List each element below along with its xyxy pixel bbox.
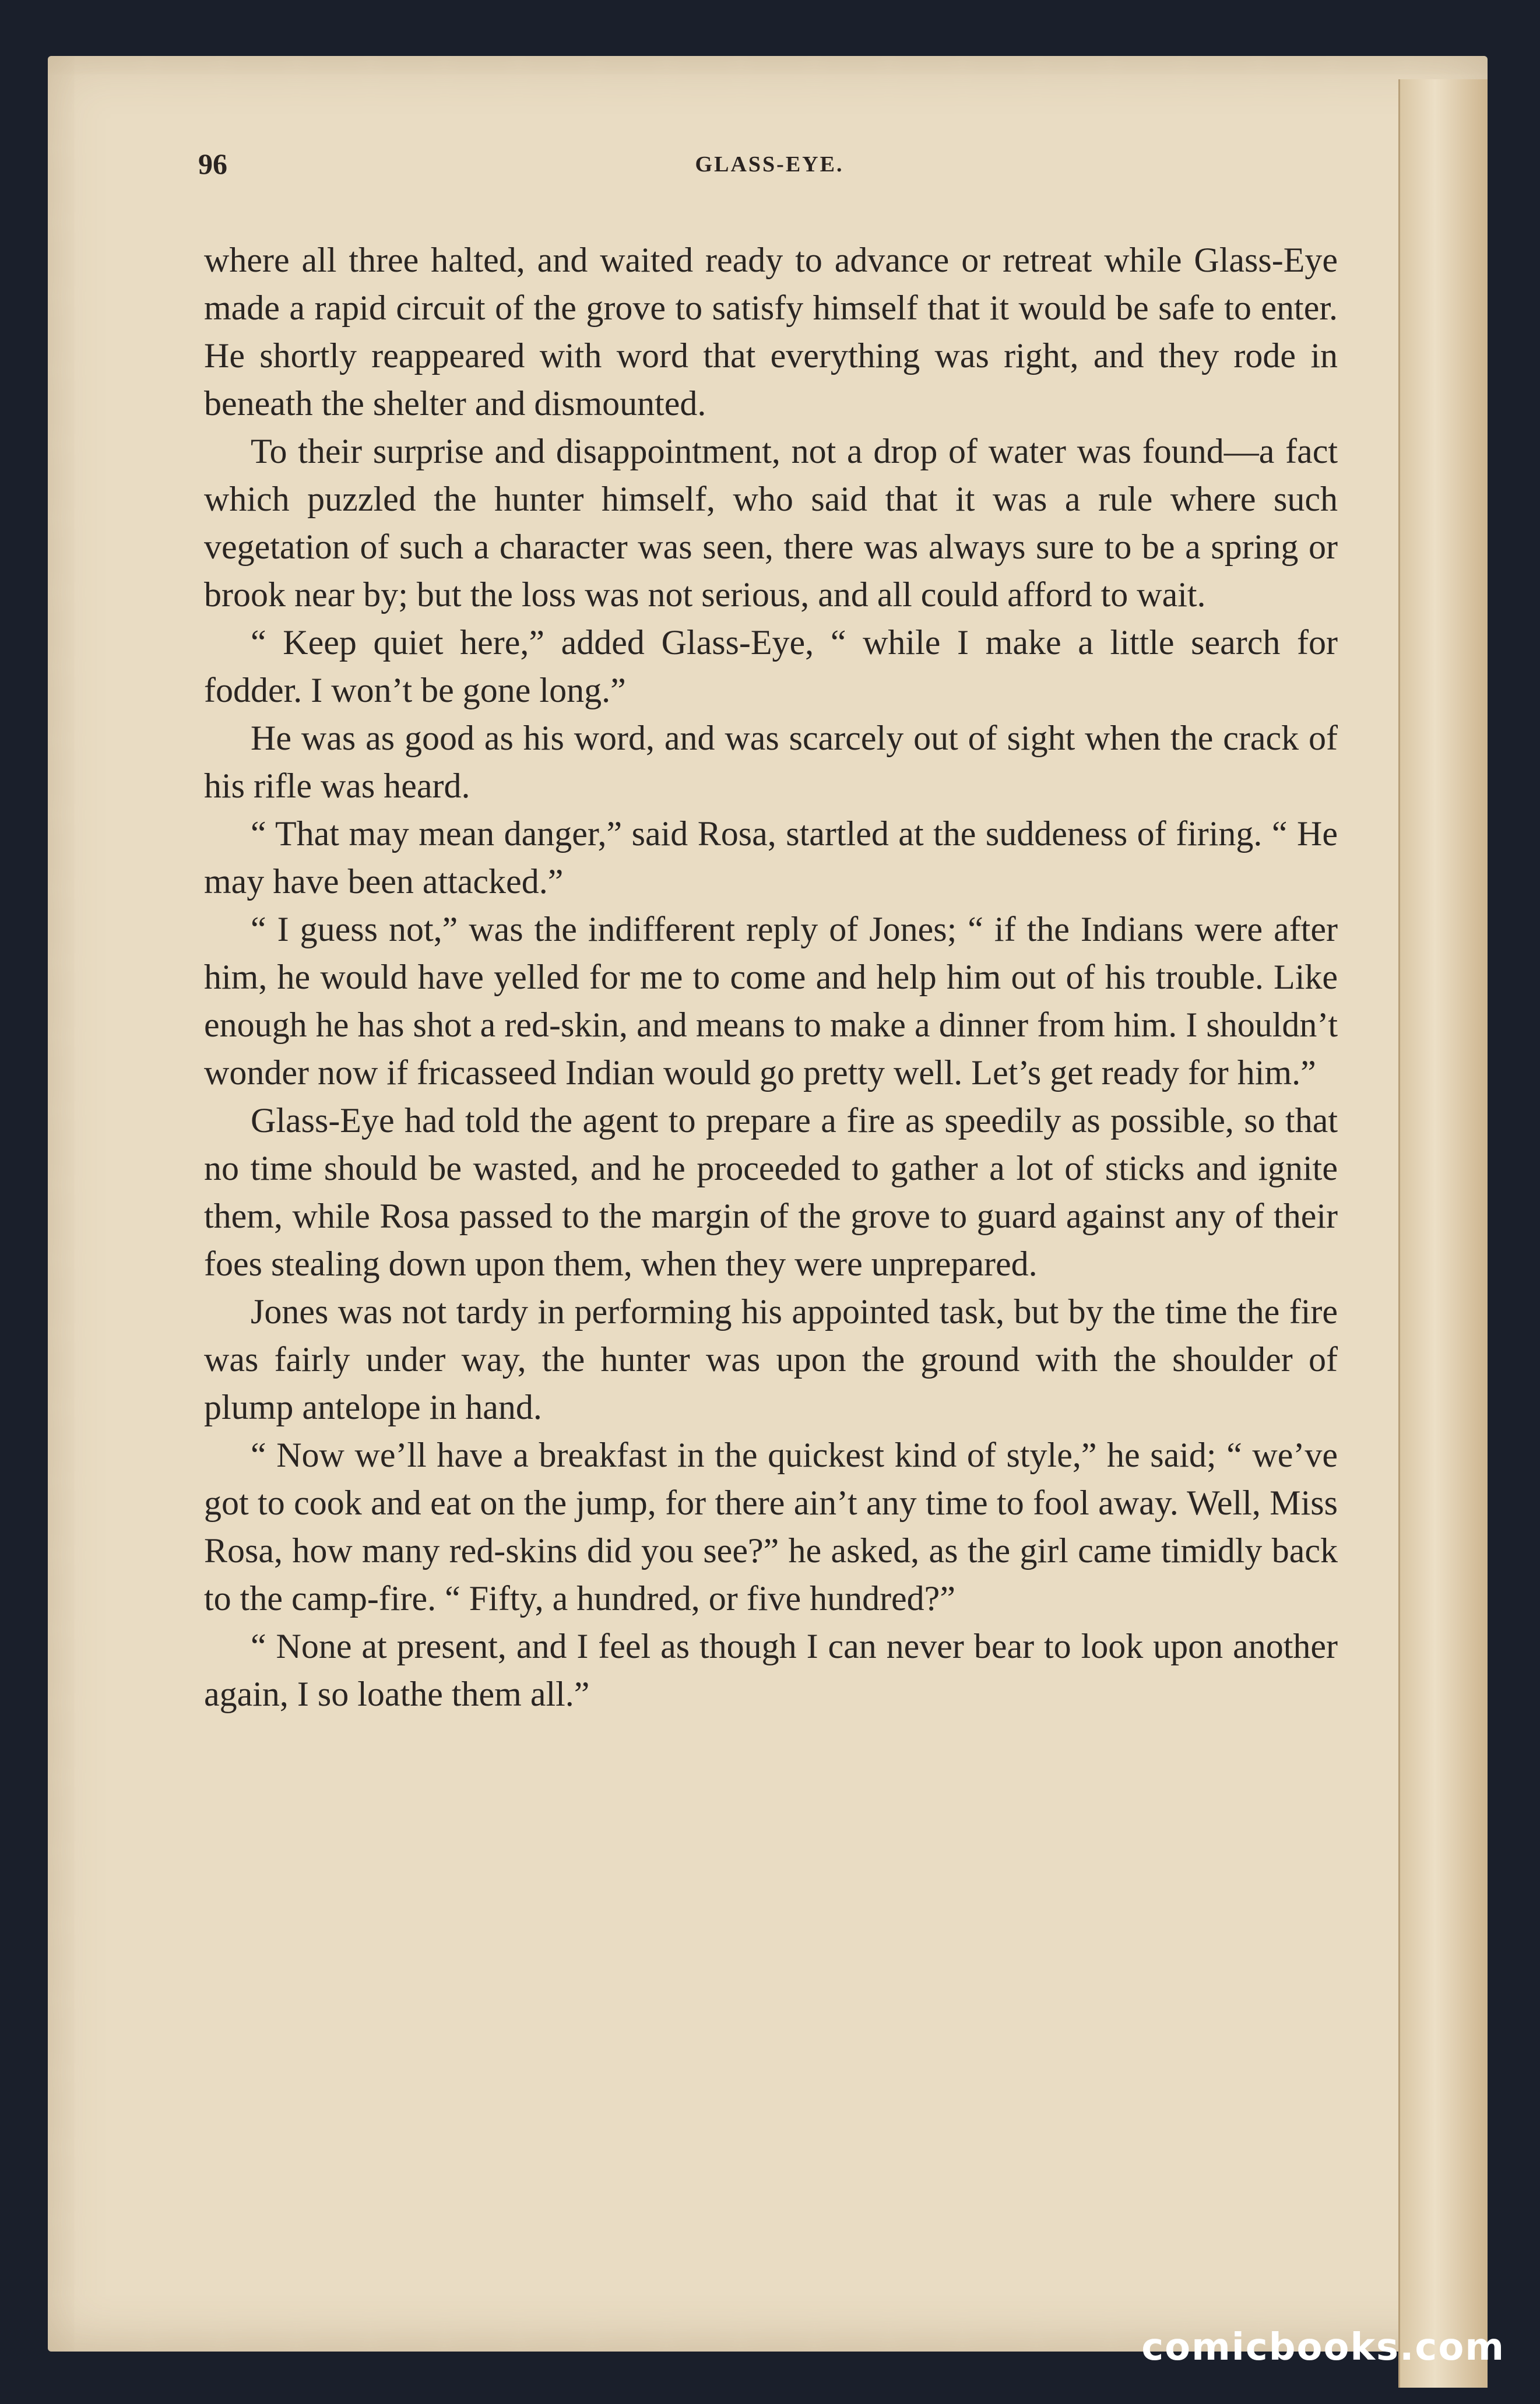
running-title: GLASS-EYE. bbox=[695, 152, 844, 177]
watermark: comicbooks.com bbox=[1141, 2326, 1505, 2369]
page-number: 96 bbox=[198, 147, 227, 180]
paragraph: Jones was not tardy in performing his appointed task, but by the time the fire was fairly under way, the hunter was upon the ground with the shoulder of plump antelope in hand. bbox=[204, 1292, 1338, 1426]
paragraph: “ Keep quiet here,” added Glass-Eye, “ while I make a little search for fodder. I won’t be gone long.” bbox=[204, 623, 1338, 709]
body-text bbox=[204, 236, 1338, 1718]
paragraph: To their surprise and disappointment, not a drop of water was found—a fact which puzzled the hunter himself, who said that it was a rule where such vegetation of such a character was seen, there was always sure to be a spring or brook near by; but the loss was not serious, and all could afford to wait. bbox=[204, 432, 1338, 614]
paragraph: Glass-Eye had told the agent to prepare a fire as speedily as possible, so that no time should be wasted, and he proceeded to gather a lot of sticks and ignite them, while Rosa passed to the margin of the grove to guard against any of their foes stealing down upon them, when they were unprepared. bbox=[204, 1101, 1338, 1283]
paragraph: “ Now we’ll have a breakfast in the quickest kind of style,” he said; “ we’ve got to cook and eat on the jump, for there ain’t any time to fool away. Well, Miss Rosa, how many red-skins did you see?” he asked, as the girl came timidly back to the camp-fire. “ Fifty, a hundred, or five hundred?” bbox=[204, 1436, 1338, 1618]
paragraph: “ None at present, and I feel as though I can never bear to look upon another again, I so loathe them all.” bbox=[204, 1627, 1338, 1713]
paragraph: where all three halted, and waited ready to advance or retreat while Glass-Eye made a rapid circuit of the grove to satisfy himself that it would be safe to enter. He shortly reappeared with word that everything was right, and they rode in beneath the shelter and dismounted. bbox=[204, 241, 1338, 423]
paragraph: “ I guess not,” was the indifferent reply of Jones; “ if the Indians were after him, he would have yelled for me to come and help him out of his trouble. Like enough he has shot a red-skin, and means to make a dinner from him. I shouldn’t wonder now if fricasseed Indian would go pretty well. Let’s get ready for him.” bbox=[204, 910, 1338, 1092]
page-header bbox=[198, 147, 1341, 194]
paragraph: He was as good as his word, and was scarcely out of sight when the crack of his rifle was heard. bbox=[204, 719, 1338, 805]
page-edge bbox=[1398, 79, 1488, 2388]
paragraph: “ That may mean danger,” said Rosa, startled at the suddeness of firing. “ He may have been attacked.” bbox=[204, 814, 1338, 901]
